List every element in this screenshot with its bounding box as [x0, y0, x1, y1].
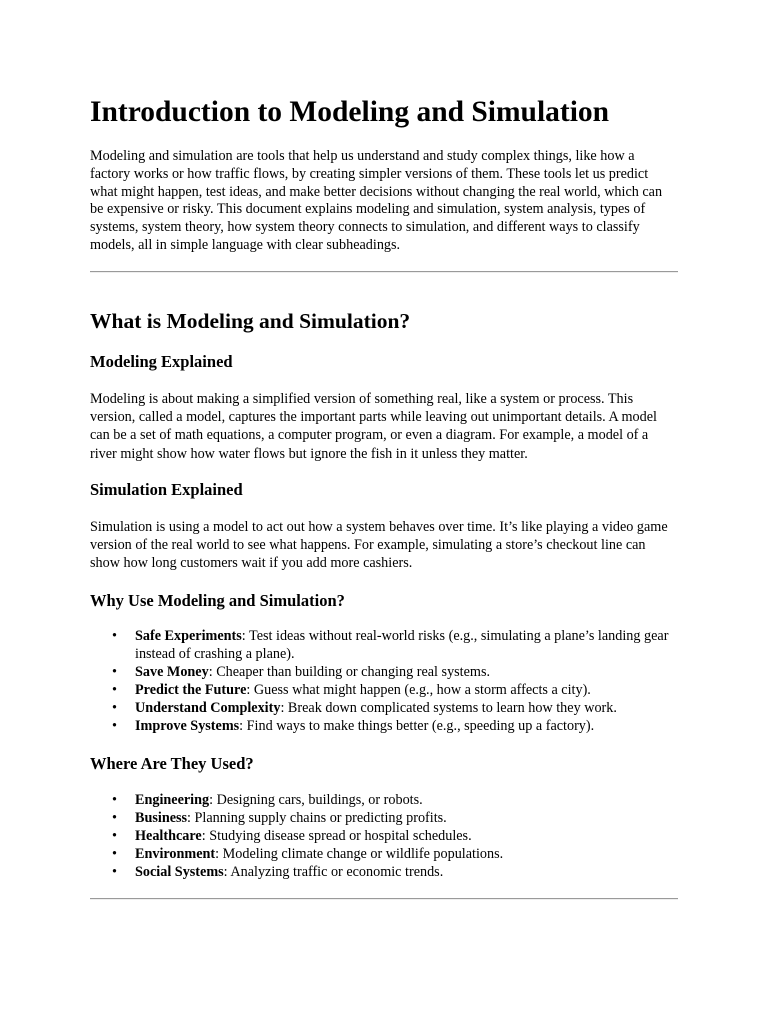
- list-item: [90, 828, 678, 846]
- subheading-why-use: Why Use Modeling and Simulation?: [90, 591, 345, 610]
- list-item: [90, 846, 678, 864]
- where-used-list: [90, 792, 678, 882]
- section-divider: [90, 898, 678, 900]
- bullet-icon: •: [112, 717, 117, 734]
- section-heading-what-is: What is Modeling and Simulation?: [90, 309, 411, 333]
- list-item-term: Engineering: [135, 792, 210, 808]
- list-item-desc: : Break down complicated systems to learn how they work.: [280, 699, 617, 716]
- bullet-icon: •: [112, 681, 117, 698]
- list-item: [90, 682, 678, 700]
- list-item-term: Social Systems: [135, 863, 224, 880]
- bullet-icon: •: [112, 792, 117, 808]
- subheading-modeling-explained: Modeling Explained: [90, 352, 233, 371]
- subheading-where-used: Where Are They Used?: [90, 754, 254, 773]
- list-item-desc: : Guess what might happen (e.g., how a storm affects a city).: [246, 681, 591, 698]
- bullet-icon: •: [112, 863, 117, 880]
- list-item: [90, 864, 678, 882]
- bullet-icon: •: [112, 845, 117, 862]
- list-item-term: Understand Complexity: [135, 699, 281, 716]
- list-item-desc: : Find ways to make things better (e.g., speeding up a factory).: [239, 717, 595, 734]
- simulation-paragraph: Simulation is using a model to act out how a system behaves over time. It’s like playing a video game version of the real world to see what happens. For example, simulating a store’s checkout line can show how long customers wait if you add more cashiers.: [90, 519, 668, 572]
- intro-paragraph: Modeling and simulation are tools that help us understand and study complex things, like how a factory works or how traffic flows, by creating simpler versions of them. These tools let us predict what might happen, test ideas, and make better decisions without changing the real world, which can be expensive or risky. This document explains modeling and simulation, system analysis, types of systems, system theory, how system theory connects to simulation, and different ways to classify models, all in simple language with clear subheadings.: [90, 148, 663, 253]
- list-item-desc: : Test ideas without real-world risks (e.g., simulating a plane’s landing gear instead of crashing a plane).: [135, 628, 669, 662]
- section-divider: [90, 271, 678, 273]
- list-item: [90, 700, 678, 718]
- list-item: [90, 664, 678, 682]
- list-item-term: Predict the Future: [135, 681, 247, 698]
- document-title: Introduction to Modeling and Simulation: [90, 96, 610, 128]
- bullet-icon: •: [112, 827, 117, 844]
- bullet-icon: •: [112, 628, 117, 644]
- list-item-desc: : Analyzing traffic or economic trends.: [223, 863, 444, 880]
- bullet-icon: •: [112, 699, 117, 716]
- list-item: [90, 792, 678, 810]
- list-item: [90, 718, 678, 736]
- list-item: [90, 810, 678, 828]
- list-item-term: Environment: [135, 845, 216, 862]
- list-item-term: Save Money: [135, 663, 209, 680]
- subheading-simulation-explained: Simulation Explained: [90, 480, 243, 499]
- list-item-desc: : Cheaper than building or changing real systems.: [208, 663, 491, 680]
- list-item: [90, 628, 678, 664]
- modeling-paragraph: Modeling is about making a simplified version of something real, like a system or process. This version, called a model, captures the important parts while leaving out unimportant details. A model can be a set of math equations, a computer program, or even a diagram. For example, a model of a river might show how water flows but ignore the fish in it unless they matter.: [90, 391, 657, 462]
- list-item-desc: : Studying disease spread or hospital schedules.: [201, 827, 472, 844]
- list-item-desc: : Designing cars, buildings, or robots.: [209, 792, 423, 808]
- bullet-icon: •: [112, 663, 117, 680]
- why-use-list: [90, 628, 678, 735]
- list-item-desc: : Planning supply chains or predicting profits.: [187, 809, 447, 826]
- bullet-icon: •: [112, 809, 117, 826]
- list-item-term: Safe Experiments: [135, 628, 242, 644]
- list-item-desc: : Modeling climate change or wildlife populations.: [215, 845, 504, 862]
- list-item-term: Healthcare: [135, 827, 202, 844]
- list-item-term: Improve Systems: [135, 717, 240, 734]
- list-item-term: Business: [135, 809, 188, 826]
